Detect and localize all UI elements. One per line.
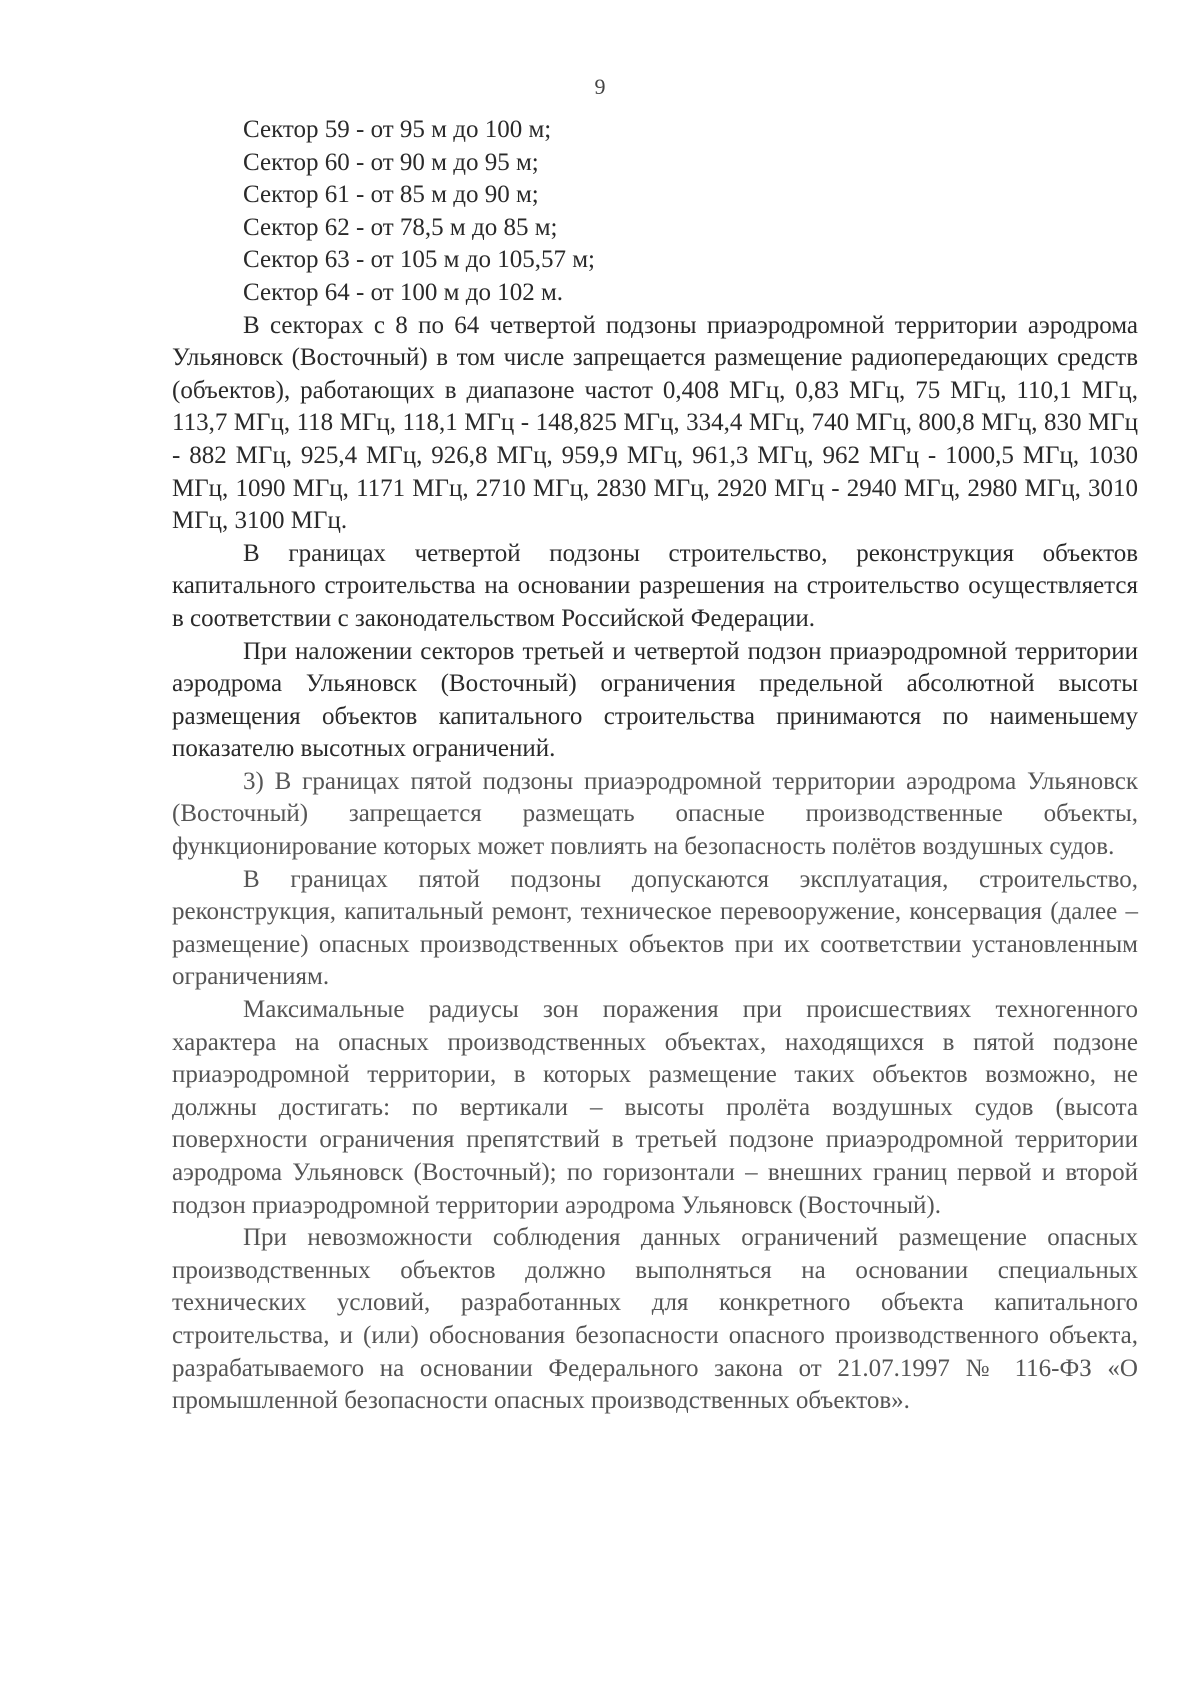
page-number: 9 — [594, 74, 606, 99]
paragraph-fifth-subzone-prohibition: 3) В границах пятой подзоны приаэродромной территории аэродрома Ульяновск (Восточный) запрещается размещать опасные производственные объекты, функционирование которых может повлиять на безопасность полётов воздушных судов. — [172, 767, 1138, 861]
document-body — [172, 114, 1138, 1418]
sector-line: Сектор 60 - от 90 м до 95 м; — [243, 148, 539, 176]
paragraph-damage-radius: Максимальные радиусы зон поражения при происшествиях техногенного характера на опасных производственных объектах, находящихся в пятой подзоне приаэродромной территории, в которых размещение таких объектов возможно, не должны достигать: по вертикали – высоты пролёта воздушных судов (высота поверхности ограничения препятствий в третьей подзоне приаэродромной территории аэродрома Ульяновск (Восточный); по горизонтали – внешних границ первой и второй подзон приаэродромной территории аэродрома Ульяновск (Восточный). — [172, 996, 1138, 1219]
sector-line: Сектор 64 - от 100 м до 102 м. — [243, 278, 564, 306]
paragraph-radio-restrictions: В секторах с 8 по 64 четвертой подзоны приаэродромной территории аэродрома Ульяновск (Восточный) в том числе запрещается размещение радиопередающих средств (объектов), работающих в диапазоне частот 0,408 МГц, 0,83 МГц, 75 МГц, 110,1 МГц, 113,7 МГц, 118 МГц, 118,1 МГц - 148,825 МГц, 334,4 МГц, 740 МГц, 800,8 МГц, 830 МГц - 882 МГц, 925,4 МГц, 926,8 МГц, 959,9 МГц, 961,3 МГц, 962 МГц - 1000,5 МГц, 1030 МГц, 1090 МГц, 1171 МГц, 2710 МГц, 2830 МГц, 2920 МГц - 2940 МГц, 2980 МГц, 3010 МГц, 3100 МГц. — [172, 311, 1138, 535]
sector-line: Сектор 63 - от 105 м до 105,57 м; — [243, 246, 595, 274]
sector-line: Сектор 62 - от 78,5 м до 85 м; — [243, 213, 558, 241]
paragraph-special-conditions: При невозможности соблюдения данных ограничений размещение опасных производственных объектов должно выполняться на основании специальных технических условий, разработанных для конкретного объекта капитального строительства, и (или) обоснования безопасности опасного производственного объекта, разрабатываемого на основании Федерального закона от 21.07.1997 № 116-ФЗ «О промышленной безопасности опасных производственных объектов». — [172, 1224, 1138, 1415]
sector-line: Сектор 61 - от 85 м до 90 м; — [243, 181, 539, 209]
paragraph-sector-overlap: При наложении секторов третьей и четвертой подзон приаэродромной территории аэродрома Ульяновск (Восточный) ограничения предельной абсолютной высоты размещения объектов капитального строительства принимаются по наименьшему показателю высотных ограничений. — [172, 637, 1138, 763]
sector-line: Сектор 59 - от 95 м до 100 м; — [243, 116, 552, 143]
paragraph-fourth-subzone-construction: В границах четвертой подзоны строительство, реконструкция объектов капитального строительства на основании разрешения на строительство осуществляется в соответствии с законодательством Российской Федерации. — [172, 539, 1138, 632]
paragraph-fifth-subzone-permitted: В границах пятой подзоны допускаются эксплуатация, строительство, реконструкция, капитальный ремонт, техническое перевооружение, консервация (далее – размещение) опасных производственных объектов при их соответствии установленным ограничениям. — [172, 865, 1138, 991]
